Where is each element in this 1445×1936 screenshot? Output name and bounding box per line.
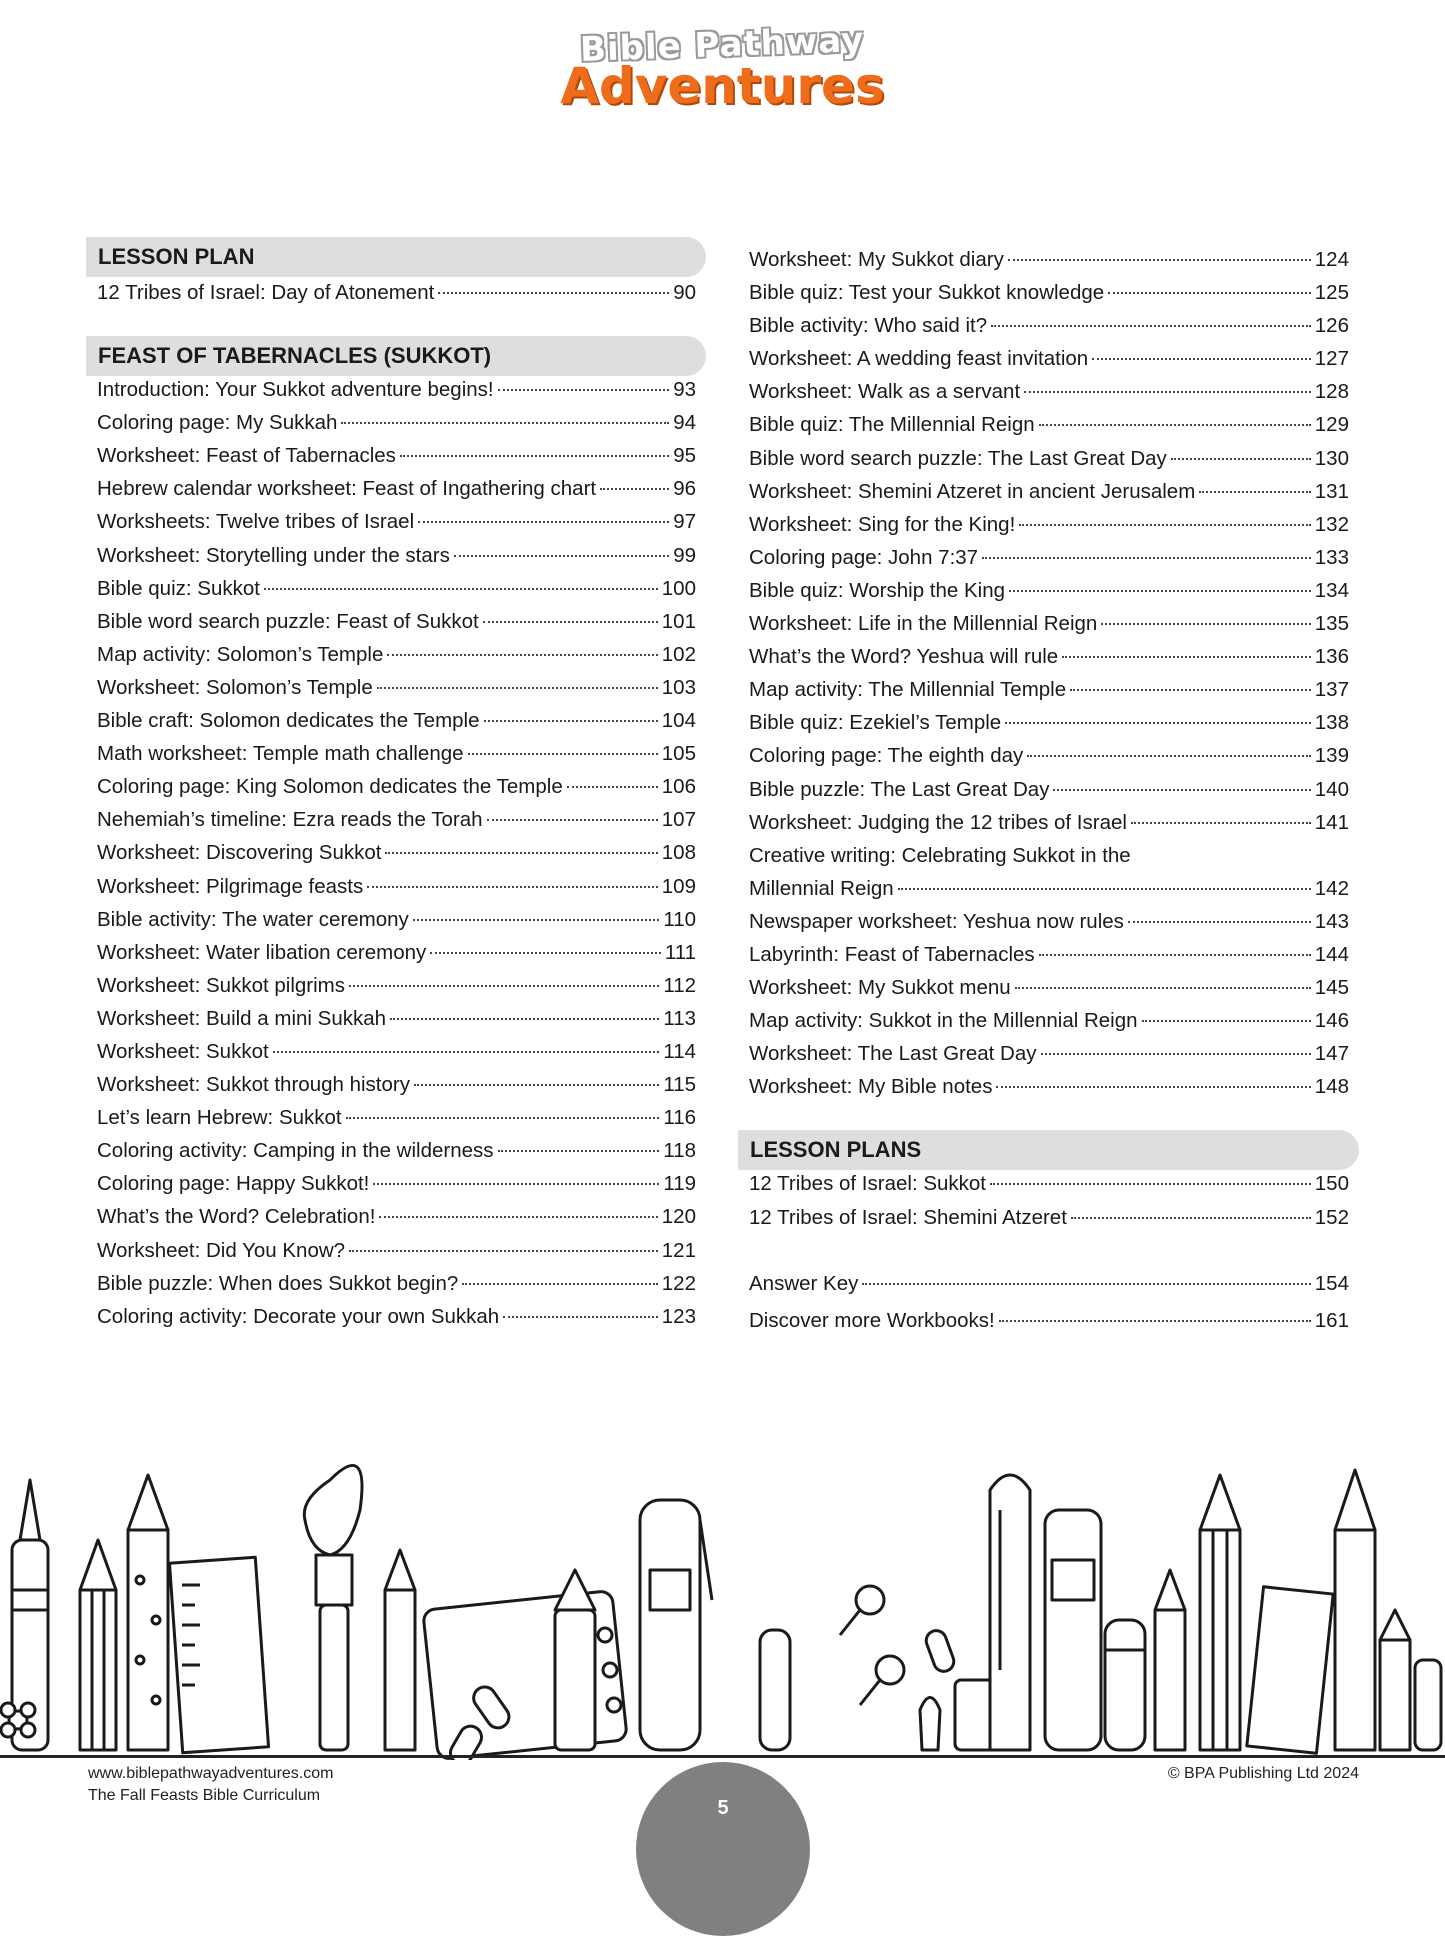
dot-leader [1039,954,1311,956]
toc-entry[interactable] [738,877,1359,910]
dot-leader [349,985,659,987]
toc-entry-page: 150 [1314,1172,1349,1196]
toc-entry-title: Map activity: The Millennial Temple [749,678,1067,702]
toc-entry-page: 144 [1314,942,1349,966]
toc-entry-title: Coloring activity: Camping in the wilderness [97,1139,494,1163]
footer-copyright: © BPA Publishing Ltd 2024 [1167,1765,1359,1782]
dot-leader [898,888,1311,890]
toc-entry[interactable] [738,1309,1359,1342]
toc-entry-page: 103 [661,675,696,699]
toc-entry-page: 146 [1314,1009,1349,1033]
toc-entry-title: What’s the Word? Yeshua will rule [749,645,1059,669]
toc-entry-title: Worksheet: My Sukkot menu [749,976,1011,1000]
dot-leader [982,557,1311,559]
toc-entry-page: 133 [1314,545,1349,569]
dot-leader [273,1051,660,1053]
toc-entry-page: 97 [673,510,696,534]
dot-leader [468,753,658,755]
toc-entry-page: 114 [663,1039,696,1063]
footer-left [88,1763,333,1807]
toc-entry[interactable] [738,1172,1359,1205]
toc-entry-page: 140 [1314,777,1349,801]
dot-leader [1128,921,1311,923]
toc-entry-title: Bible word search puzzle: Feast of Sukkot [97,609,479,633]
dot-leader [373,1183,659,1185]
dot-leader [1071,1217,1311,1219]
toc-entry-title: Worksheet: Sukkot through history [97,1073,410,1097]
toc-entry-title: Labyrinth: Feast of Tabernacles [749,942,1035,966]
toc-entry-title-line[interactable] [738,844,1359,877]
toc-entry[interactable] [738,413,1359,446]
toc-entry-page: 93 [673,378,696,402]
toc-entry[interactable] [86,610,706,643]
pencil-icon-right [1155,1475,1240,1750]
dot-leader [454,555,669,557]
toc-entry-page: 112 [663,973,696,997]
toc-entry-title: Worksheet: Walk as a servant [749,380,1021,404]
toc-entry-page: 107 [661,808,696,832]
striped-pencil-icon [128,1475,168,1750]
toc-entry[interactable] [738,314,1359,347]
dot-leader [1062,656,1311,658]
toc-entry-page: 128 [1314,380,1349,404]
toc-entry-page: 115 [663,1073,696,1097]
small-brush-icon [920,1698,940,1751]
pencil-icon [80,1540,116,1750]
dot-leader [1005,722,1311,724]
dot-leader [990,1183,1311,1185]
toc-entry-page: 113 [663,1006,696,1030]
glue-stick-icon [1105,1620,1145,1750]
dot-leader [1070,689,1311,691]
toc-entry-title: Worksheet: Did You Know? [97,1238,346,1262]
toc-entry-page: 94 [673,411,696,435]
toc-list-feast-of-tabernacles [86,378,706,1338]
toc-entry-title: Worksheet: Judging the 12 tribes of Israel [749,810,1127,834]
toc-entry-title: Worksheet: Storytelling under the stars [97,543,450,567]
section-heading-lesson-plan: LESSON PLAN [86,237,706,277]
dot-leader [367,886,658,888]
toc-entry-title: Coloring page: The eighth day [749,744,1024,768]
toc-entry[interactable] [86,378,706,411]
toc-entry-page: 95 [673,444,696,468]
toc-entry[interactable] [738,976,1359,1009]
dot-leader [349,1250,658,1252]
toc-entry-title: Worksheet: Feast of Tabernacles [97,444,396,468]
dot-leader [1199,491,1311,493]
ruler-icon-right [1247,1587,1333,1753]
toc-entry-title-part: Creative writing: Celebrating Sukkot in the [749,843,1131,867]
ruler-icon [169,1557,268,1753]
toc-entry-page: 143 [1314,909,1349,933]
toc-entry[interactable] [738,380,1359,413]
dot-leader [379,1216,657,1218]
dot-leader [264,588,658,590]
toc-entry-page: 134 [1314,578,1349,602]
toc-entry-page: 137 [1314,678,1349,702]
dot-leader [862,1283,1310,1285]
toc-entry-page: 118 [663,1139,696,1163]
toc-entry[interactable] [738,612,1359,645]
toc-entry-page: 110 [663,907,696,931]
toc-entry[interactable] [86,1205,706,1238]
toc-entry-page: 145 [1314,976,1349,1000]
toc-entry[interactable] [738,1272,1359,1305]
dot-leader [341,422,669,424]
toc-entry-page: 136 [1314,645,1349,669]
toc-entry-page: 141 [1314,810,1349,834]
dot-leader [418,521,669,523]
toc-entry-page: 96 [673,477,696,501]
toc-entry-title: Bible quiz: Sukkot [97,576,260,600]
toc-entry[interactable] [86,510,706,543]
toc-entry[interactable] [738,1042,1359,1075]
toc-entry[interactable] [86,1073,706,1106]
toc-entry-title: Map activity: Sukkot in the Millennial Reign [749,1009,1138,1033]
dot-leader [503,1316,658,1318]
toc-entry-title: Math worksheet: Temple math challenge [97,742,464,766]
spacer [738,1108,1359,1130]
toc-entry-title: Let’s learn Hebrew: Sukkot [97,1106,342,1130]
toc-entry[interactable] [86,875,706,908]
logo-line-bottom: Adventures [560,57,885,115]
pen-icon [760,1630,790,1750]
toc-entry[interactable] [738,711,1359,744]
toc-entry-title: Millennial Reign [749,876,894,900]
toc-entry-page: 131 [1314,479,1349,503]
dot-leader [1041,1053,1311,1055]
toc-entry[interactable] [86,1040,706,1073]
toc-entry-title: Bible quiz: Test your Sukkot knowledge [749,281,1105,305]
dot-leader [1039,424,1311,426]
toc-entry-title: Hebrew calendar worksheet: Feast of Ingathering chart [97,477,597,501]
toc-entry-title: Coloring page: King Solomon dedicates the Temple [97,775,563,799]
large-pen-icon [990,1475,1030,1750]
dot-leader [1108,292,1311,294]
toc-entry[interactable] [86,281,706,314]
toc-entry-page: 102 [661,642,696,666]
toc-entry-title: Newspaper worksheet: Yeshua now rules [749,909,1124,933]
dot-leader [387,654,657,656]
dot-leader [400,455,669,457]
dot-leader [377,687,658,689]
toc-entry-page: 120 [661,1205,696,1229]
toc-entry[interactable] [86,676,706,709]
toc-entry[interactable] [86,544,706,577]
dot-leader [487,819,658,821]
stationery-illustration [0,1420,1445,1760]
dot-leader [1009,590,1311,592]
toc-entry[interactable] [86,477,706,510]
toc-entry[interactable] [86,841,706,874]
highlighter-icon [1045,1510,1101,1750]
paperclip-icon-2 [923,1628,956,1674]
toc-entry-page: 135 [1314,612,1349,636]
thin-pencil-icon [385,1550,415,1750]
toc-entry-title: Bible quiz: Ezekiel’s Temple [749,711,1002,735]
footer-website[interactable]: www.biblepathwayadventures.com [88,1765,334,1782]
toc-entry[interactable] [738,811,1359,844]
notebook-icon [423,1590,628,1759]
dot-leader [1027,755,1310,757]
toc-entry-title: Coloring page: Happy Sukkot! [97,1172,370,1196]
toc-entry-page: 127 [1314,347,1349,371]
toc-entry-title: Bible puzzle: The Last Great Day [749,777,1050,801]
toc-entry[interactable] [738,281,1359,314]
dot-leader [600,488,669,490]
toc-entry-title: Worksheet: The Last Great Day [749,1042,1037,1066]
spacer [86,314,706,336]
toc-entry-title: Bible quiz: The Millennial Reign [749,413,1035,437]
page-number: 5 [717,1797,729,1819]
toc-entry-page: 124 [1314,248,1349,271]
toc-entry-page: 132 [1314,512,1349,536]
toc-entry[interactable] [86,1172,706,1205]
toc-entry-page: 123 [661,1304,696,1328]
toc-entry[interactable] [738,645,1359,678]
toc-entry[interactable] [738,480,1359,513]
dot-leader [1008,259,1311,261]
toc-entry-page: 148 [1314,1075,1349,1099]
toc-entry-page: 108 [661,841,696,865]
toc-right-column [738,248,1359,1342]
toc-entry-title: Worksheet: Solomon’s Temple [97,675,373,699]
toc-entry-page: 147 [1314,1042,1349,1066]
toc-entry-page: 105 [661,742,696,766]
toc-entry-page: 122 [661,1271,696,1295]
toc-entry-page: 111 [664,940,696,964]
toc-entry-title: Discover more Workbooks! [749,1308,995,1332]
toc-entry[interactable] [86,1305,706,1338]
toc-entry-page: 138 [1314,711,1349,735]
toc-entry-title: Worksheet: Life in the Millennial Reign [749,612,1098,636]
footer-book-title: The Fall Feasts Bible Curriculum [88,1787,321,1804]
toc-entry-title: Coloring activity: Decorate your own Sukkah [97,1304,500,1328]
dot-leader [414,1084,659,1086]
toc-entry-title: Worksheet: Sukkot pilgrims [97,973,345,997]
dot-leader [1092,358,1311,360]
dot-leader [430,952,661,954]
toc-entry[interactable] [86,941,706,974]
toc-entry[interactable] [738,513,1359,546]
toc-entry[interactable] [86,1007,706,1040]
dot-leader [1171,458,1311,460]
toc-entry-page: 161 [1314,1308,1349,1332]
toc-entry-page: 125 [1314,281,1349,305]
toc-entry-title: Bible word search puzzle: The Last Great Day [749,446,1167,470]
toc-entry-title: Worksheet: Sing for the King! [749,512,1016,536]
toc-entry-title: 12 Tribes of Israel: Sukkot [749,1172,987,1196]
toc-entry[interactable] [738,910,1359,943]
publisher-logo [0,20,1445,115]
dot-leader [498,1150,660,1152]
toc-entry-title: Answer Key [749,1271,859,1295]
toc-entry-title: Bible activity: Who said it? [749,314,988,338]
dot-leader [483,621,658,623]
dot-leader [1131,822,1311,824]
toc-entry[interactable] [86,908,706,941]
toc-entry-page: 116 [663,1106,696,1130]
dot-leader [996,1086,1310,1088]
toc-entry-page: 142 [1314,876,1349,900]
toc-entry-title: Worksheet: Water libation ceremony [97,940,427,964]
paintbrush-icon [304,1465,362,1750]
toc-entry[interactable] [738,678,1359,711]
push-pin-icon [840,1586,904,1705]
section-heading-lesson-plans: LESSON PLANS [738,1130,1359,1170]
toc-entry[interactable] [738,1075,1359,1108]
toc-entry-title: Worksheet: My Bible notes [749,1075,993,1099]
toc-entry[interactable] [738,1009,1359,1042]
toc-entry[interactable] [86,775,706,808]
dot-leader [413,919,660,921]
pencil-icon-far-right [1335,1470,1441,1750]
toc-entry-title: Bible quiz: Worship the King [749,578,1006,602]
toc-entry-page: 119 [663,1172,696,1196]
toc-entry[interactable] [86,577,706,610]
toc-entry[interactable] [738,943,1359,976]
toc-entry-title: Worksheet: Discovering Sukkot [97,841,382,865]
toc-entry[interactable] [738,778,1359,811]
logo-line-top: Bible Pathway [579,20,866,70]
toc-entry-title: 12 Tribes of Israel: Shemini Atzeret [749,1205,1067,1229]
dot-leader [462,1283,658,1285]
section-heading-feast-of-tabernacles: FEAST OF TABERNACLES (SUKKOT) [86,336,706,376]
toc-entry[interactable] [738,1206,1359,1239]
toc-entry-title: Bible activity: The water ceremony [97,907,409,931]
toc-entry-page: 106 [661,775,696,799]
toc-entry-title: Worksheet: A wedding feast invitation [749,347,1089,371]
toc-entry-page: 126 [1314,314,1349,338]
dot-leader [438,292,669,294]
toc-entry[interactable] [738,546,1359,579]
toc-entry-page: 121 [661,1238,696,1262]
toc-entry-title: Bible puzzle: When does Sukkot begin? [97,1271,459,1295]
toc-entry[interactable] [86,411,706,444]
toc-entry-title: Coloring page: My Sukkah [97,411,338,435]
toc-entry[interactable] [738,248,1359,281]
dot-leader [1101,623,1310,625]
toc-entry[interactable] [86,444,706,477]
toc-entry[interactable] [86,643,706,676]
dot-leader [991,325,1311,327]
dot-leader [1053,789,1310,791]
toc-entry-page: 109 [661,874,696,898]
toc-list-extras [738,1272,1359,1342]
toc-entry-title: Worksheet: My Sukkot diary [749,248,1004,271]
toc-entry-title: Introduction: Your Sukkot adventure begins! [97,378,494,402]
toc-entry-title: Nehemiah’s timeline: Ezra reads the Torah [97,808,483,832]
toc-entry[interactable] [86,1106,706,1139]
toc-list-continued [738,248,1359,1108]
toc-list-lesson-plan [86,281,706,314]
dot-leader [390,1018,659,1020]
dot-leader [567,786,658,788]
toc-left-column [86,237,706,1338]
toc-entry-title: Worksheet: Shemini Atzeret in ancient Jerusalem [749,479,1196,503]
dot-leader [385,852,657,854]
toc-entry-page: 129 [1314,413,1349,437]
toc-entry[interactable] [738,447,1359,480]
toc-entry-title: Worksheet: Build a mini Sukkah [97,1006,387,1030]
toc-entry-page: 101 [661,609,696,633]
dot-leader [1142,1020,1311,1022]
toc-entry[interactable] [86,1272,706,1305]
toc-entry-title: What’s the Word? Celebration! [97,1205,376,1229]
toc-entry-title: Map activity: Solomon’s Temple [97,642,384,666]
toc-entry-page: 130 [1314,446,1349,470]
toc-entry-title: Worksheets: Twelve tribes of Israel [97,510,415,534]
toc-entry[interactable] [86,1239,706,1272]
toc-entry[interactable] [86,742,706,775]
toc-entry[interactable] [86,709,706,742]
toc-entry[interactable] [738,744,1359,777]
ballpoint-pen-icon [555,1570,595,1750]
toc-entry-title: Worksheet: Sukkot [97,1039,269,1063]
toc-entry[interactable] [86,974,706,1007]
toc-entry-page: 100 [661,576,696,600]
footer-divider [0,1755,1445,1758]
toc-entry-page: 90 [673,281,696,304]
toc-entry-page: 99 [673,543,696,567]
dot-leader [498,389,670,391]
dot-leader [346,1117,660,1119]
toc-entry-page: 152 [1314,1205,1349,1229]
dot-leader [999,1320,1311,1322]
spacer [738,1239,1359,1272]
toc-entry[interactable] [738,579,1359,612]
toc-entry-title: Worksheet: Pilgrimage feasts [97,874,364,898]
marker-icon [640,1500,712,1750]
dot-leader [1019,524,1311,526]
toc-entry-page: 139 [1314,744,1349,768]
dot-leader [484,720,658,722]
toc-entry-title: Bible craft: Solomon dedicates the Temple [97,709,480,733]
dot-leader [1015,987,1311,989]
toc-entry-page: 154 [1314,1271,1349,1295]
toc-entry[interactable] [738,347,1359,380]
toc-entry-page: 104 [661,709,696,733]
toc-entry[interactable] [86,808,706,841]
toc-entry-title: Coloring page: John 7:37 [749,545,979,569]
toc-entry[interactable] [86,1139,706,1172]
toc-list-lesson-plans [738,1172,1359,1238]
page-number-badge [636,1762,810,1936]
toc-entry-title: 12 Tribes of Israel: Day of Atonement [97,281,435,304]
dot-leader [1024,391,1311,393]
